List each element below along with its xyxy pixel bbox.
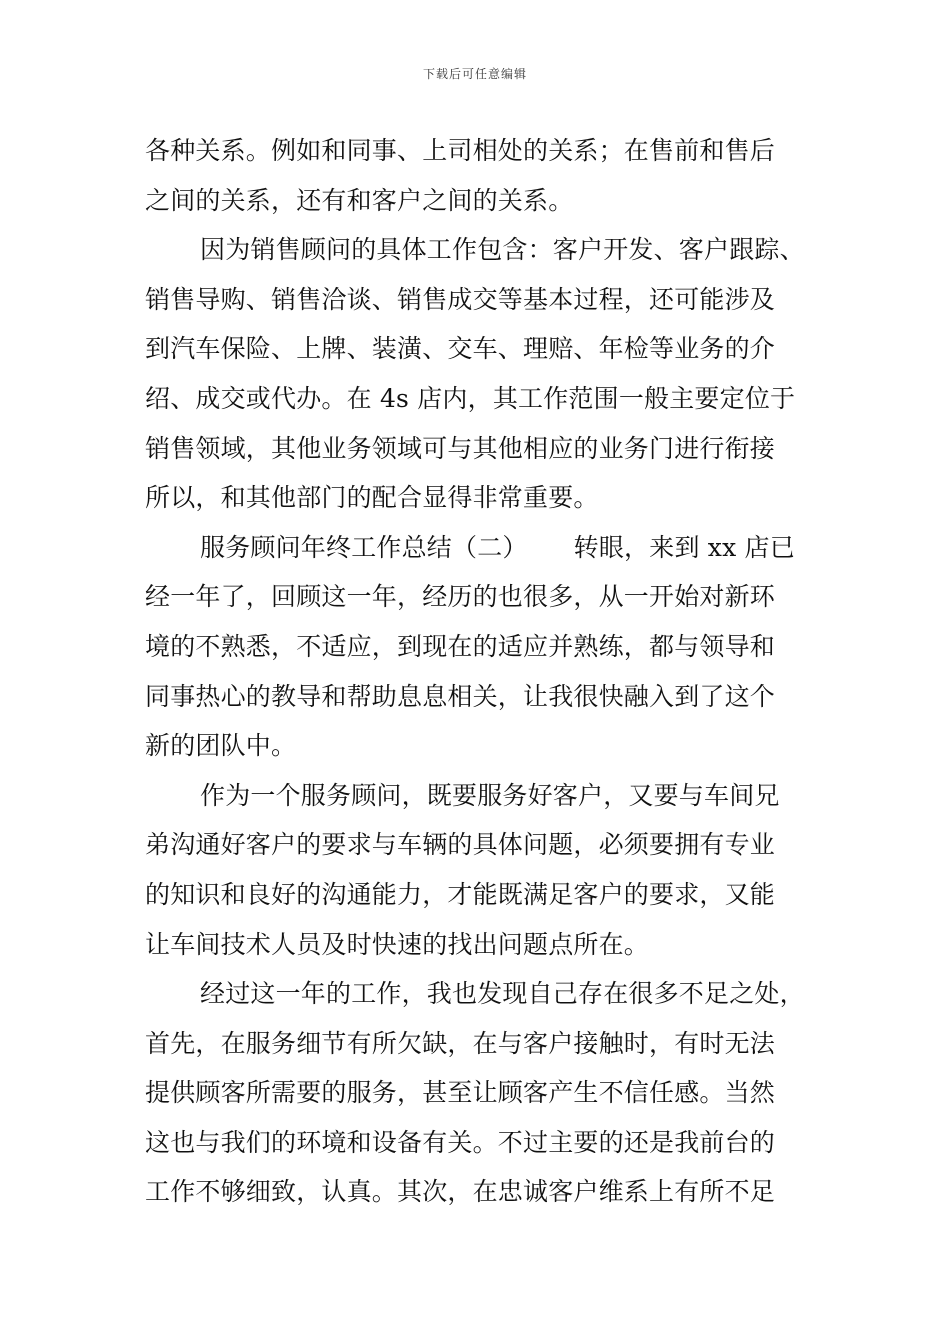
page-header: 下载后可任意编辑 xyxy=(422,67,527,81)
text-line: 销售导购、销售洽谈、销售成交等基本过程，还可能涉及 xyxy=(145,284,776,314)
text-line: 所以，和其他部门的配合显得非常重要。 xyxy=(145,483,599,513)
document-body xyxy=(145,126,835,1217)
text-line: 因为销售顾问的具体工作包含：客户开发、客户跟踪、 xyxy=(200,235,805,265)
text-line: 弟沟通好客户的要求与车辆的具体问题，必须要拥有专业 xyxy=(145,830,776,860)
text-line: 到汽车保险、上牌、装潢、交车、理赔、年检等业务的介 xyxy=(145,334,776,364)
text-line: 工作不够细致，认真。其次，在忠诚客户维系上有所不足 xyxy=(145,1177,776,1207)
text-line: 新的团队中。 xyxy=(145,731,297,761)
text-line: 的知识和良好的沟通能力，才能既满足客户的要求，又能 xyxy=(145,879,776,909)
text-line: 这也与我们的环境和设备有关。不过主要的还是我前台的 xyxy=(145,1127,776,1157)
text-line: 提供顾客所需要的服务，甚至让顾客产生不信任感。当然 xyxy=(145,1078,776,1108)
text-line: 首先，在服务细节有所欠缺，在与客户接触时，有时无法 xyxy=(145,1028,776,1058)
text-line: 销售领域，其他业务领域可与其他相应的业务门进行衔接 xyxy=(145,433,776,463)
text-line: 服务顾问年终工作总结（二） 转眼，来到 xx 店已 xyxy=(200,532,795,562)
text-line: 同事热心的教导和帮助息息相关，让我很快融入到了这个 xyxy=(145,681,776,711)
text-line: 经一年了，回顾这一年，经历的也很多，从一开始对新环 xyxy=(145,582,776,612)
text-line: 各种关系。例如和同事、上司相处的关系；在售前和售后 xyxy=(145,136,776,165)
text-line: 之间的关系，还有和客户之间的关系。 xyxy=(145,185,574,215)
text-line: 经过这一年的工作，我也发现自己存在很多不足之处， xyxy=(200,979,805,1009)
text-line: 境的不熟悉，不适应，到现在的适应并熟练，都与领导和 xyxy=(145,631,776,661)
text-line: 让车间技术人员及时快速的找出问题点所在。 xyxy=(145,929,650,959)
text-line: 作为一个服务顾问，既要服务好客户，又要与车间兄 xyxy=(200,780,780,810)
text-line: 绍、成交或代办。在 4s 店内，其工作范围一般主要定位于 xyxy=(145,383,796,413)
